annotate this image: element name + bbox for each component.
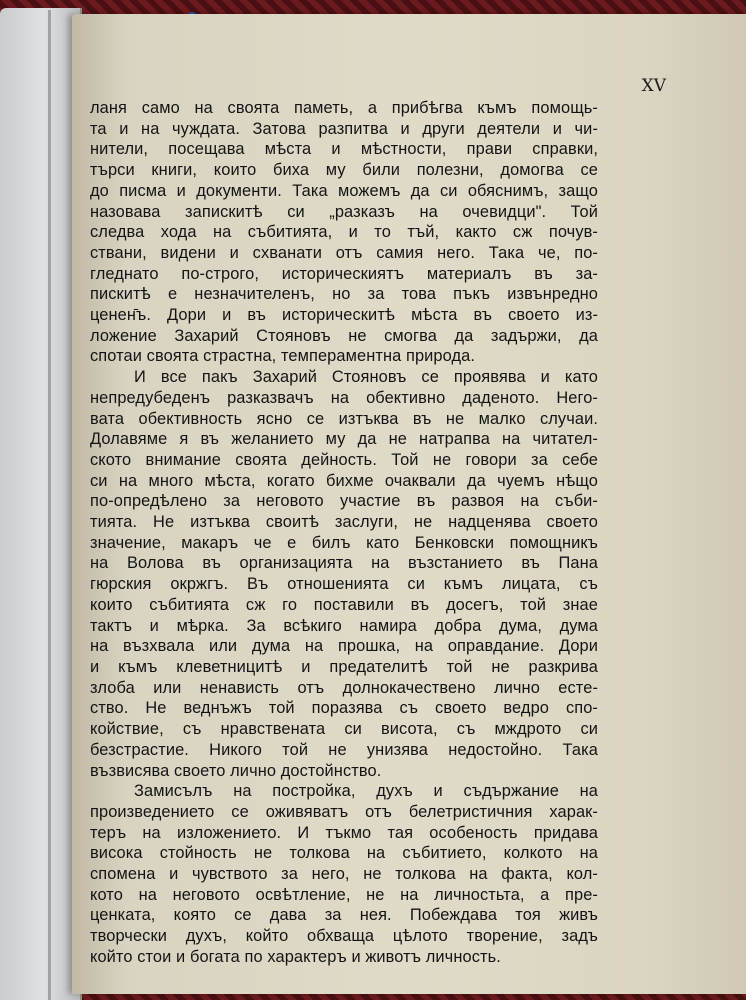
text-line: който стои и богата по характеръ и животъ личность. [90, 947, 501, 966]
text-line: до писма и документи. Така можемъ да си обяснимъ, защо [90, 181, 598, 200]
text-line: теръ на изложението. И тъкмо тая особеность придава [90, 823, 598, 842]
book-cover [0, 8, 82, 1000]
text-line: ското внимание своята дейность. Той не говори за себе [90, 450, 598, 469]
text-line: безстрастие. Никого той не унизява недостойно. Така [90, 740, 598, 759]
text-line: гюрския окржгъ. Въ отношенията си къмъ лицата, съ [90, 575, 598, 594]
text-line: тията. Не изтъква своитѣ заслуги, не надценява своето [90, 513, 598, 532]
text-line: злоба или ненависть отъ долнокачествено лично есте- [90, 678, 598, 697]
book-spine [48, 10, 51, 1000]
text-line: ценен̄ъ. Дори и въ историческитѣ мѣста въ своето из- [90, 306, 598, 325]
text-line: на Волова въ организацията на възстанието въ Пана [90, 554, 598, 573]
text-line: ланя само на своята паметь, а прибѣгва къмъ помощь- [90, 99, 598, 117]
text-line: ствани, видени и схванати отъ самия него. Така че, по- [90, 243, 598, 262]
text-line: спомена и чувството за него, не толкова на факта, кол- [90, 865, 598, 884]
text-line: нители, посещава мѣста и мѣстности, прави справки, [90, 140, 598, 159]
text-line: кото на неговото освѣтление, не на личностьта, а пре- [90, 885, 598, 904]
text-line: и къмъ клеветницитѣ и предателитѣ той не разкрива [90, 657, 598, 676]
text-line: назовава запискитѣ си „разказъ на очевидци". Той [90, 202, 598, 221]
text-line: на възхвала или дума на прошка, на оправдание. Дори [90, 637, 598, 656]
text-line: значение, макаръ че е билъ като Бенковски помощникъ [90, 533, 598, 552]
text-line: пискитѣ е незначителенъ, но за това пъкъ извънредно [90, 285, 598, 304]
text-line: непредубеденъ разказвачъ на обективно даденото. Него- [90, 388, 598, 407]
text-line: Долавяме я въ желанието му да не натрапва на читател- [90, 430, 598, 449]
text-line: вата обективность ясно се изтъква въ не малко случаи. [90, 409, 598, 428]
text-line: възвисява своето лично достойнство. [90, 761, 382, 780]
text-line: творчески духъ, който обхваща цѣлото творение, задъ [90, 927, 598, 946]
page-text [90, 98, 598, 968]
text-line: та и на чуждата. Затова разпитва и други деятели и чи- [90, 119, 598, 138]
text-line: си на много мѣста, когато бихме очаквали да чуемъ нѣщо [90, 471, 598, 490]
paragraph [90, 367, 598, 781]
text-line: висока стойность не толкова на събитието, колкото на [90, 844, 598, 863]
text-line: И все пакъ Захарий Стояновъ се проявява и като [134, 368, 598, 387]
text-line: гледнато по-строго, историческиятъ материалъ въ за- [90, 264, 598, 283]
page-number: XV [641, 76, 666, 96]
text-line: койствие, съ нравствената си висота, съ мждрото си [90, 720, 598, 739]
text-line: ложение Захарий Стояновъ не смогва да задържи, да [90, 326, 598, 345]
text-line: Замисълъ на постройка, духъ и съдържание на [134, 782, 598, 801]
text-line: по-опредѣлено за неговото участие въ развоя на съби- [90, 492, 598, 511]
paragraph [90, 781, 598, 967]
text-line: търси книги, които биха му били полезни, домогва се [90, 161, 598, 180]
text-line: ценката, която се дава за нея. Побеждава тоя живъ [90, 906, 598, 925]
text-line: спотаи своята страстна, темпераментна природа. [90, 347, 476, 366]
paragraph [90, 98, 598, 367]
text-line: следва хода на събитията, и то тъй, както сж почув- [90, 223, 598, 242]
text-line: тактъ и мѣрка. За всѣкиго намира добра дума, дума [90, 616, 598, 635]
text-line: които събитията сж го поставили въ досегъ, той знае [90, 595, 598, 614]
text-line: произведението се оживяватъ отъ белетристичния харак- [90, 802, 598, 821]
text-line: ство. Не веднъжъ той поразява съ своето ведро спо- [90, 699, 598, 718]
